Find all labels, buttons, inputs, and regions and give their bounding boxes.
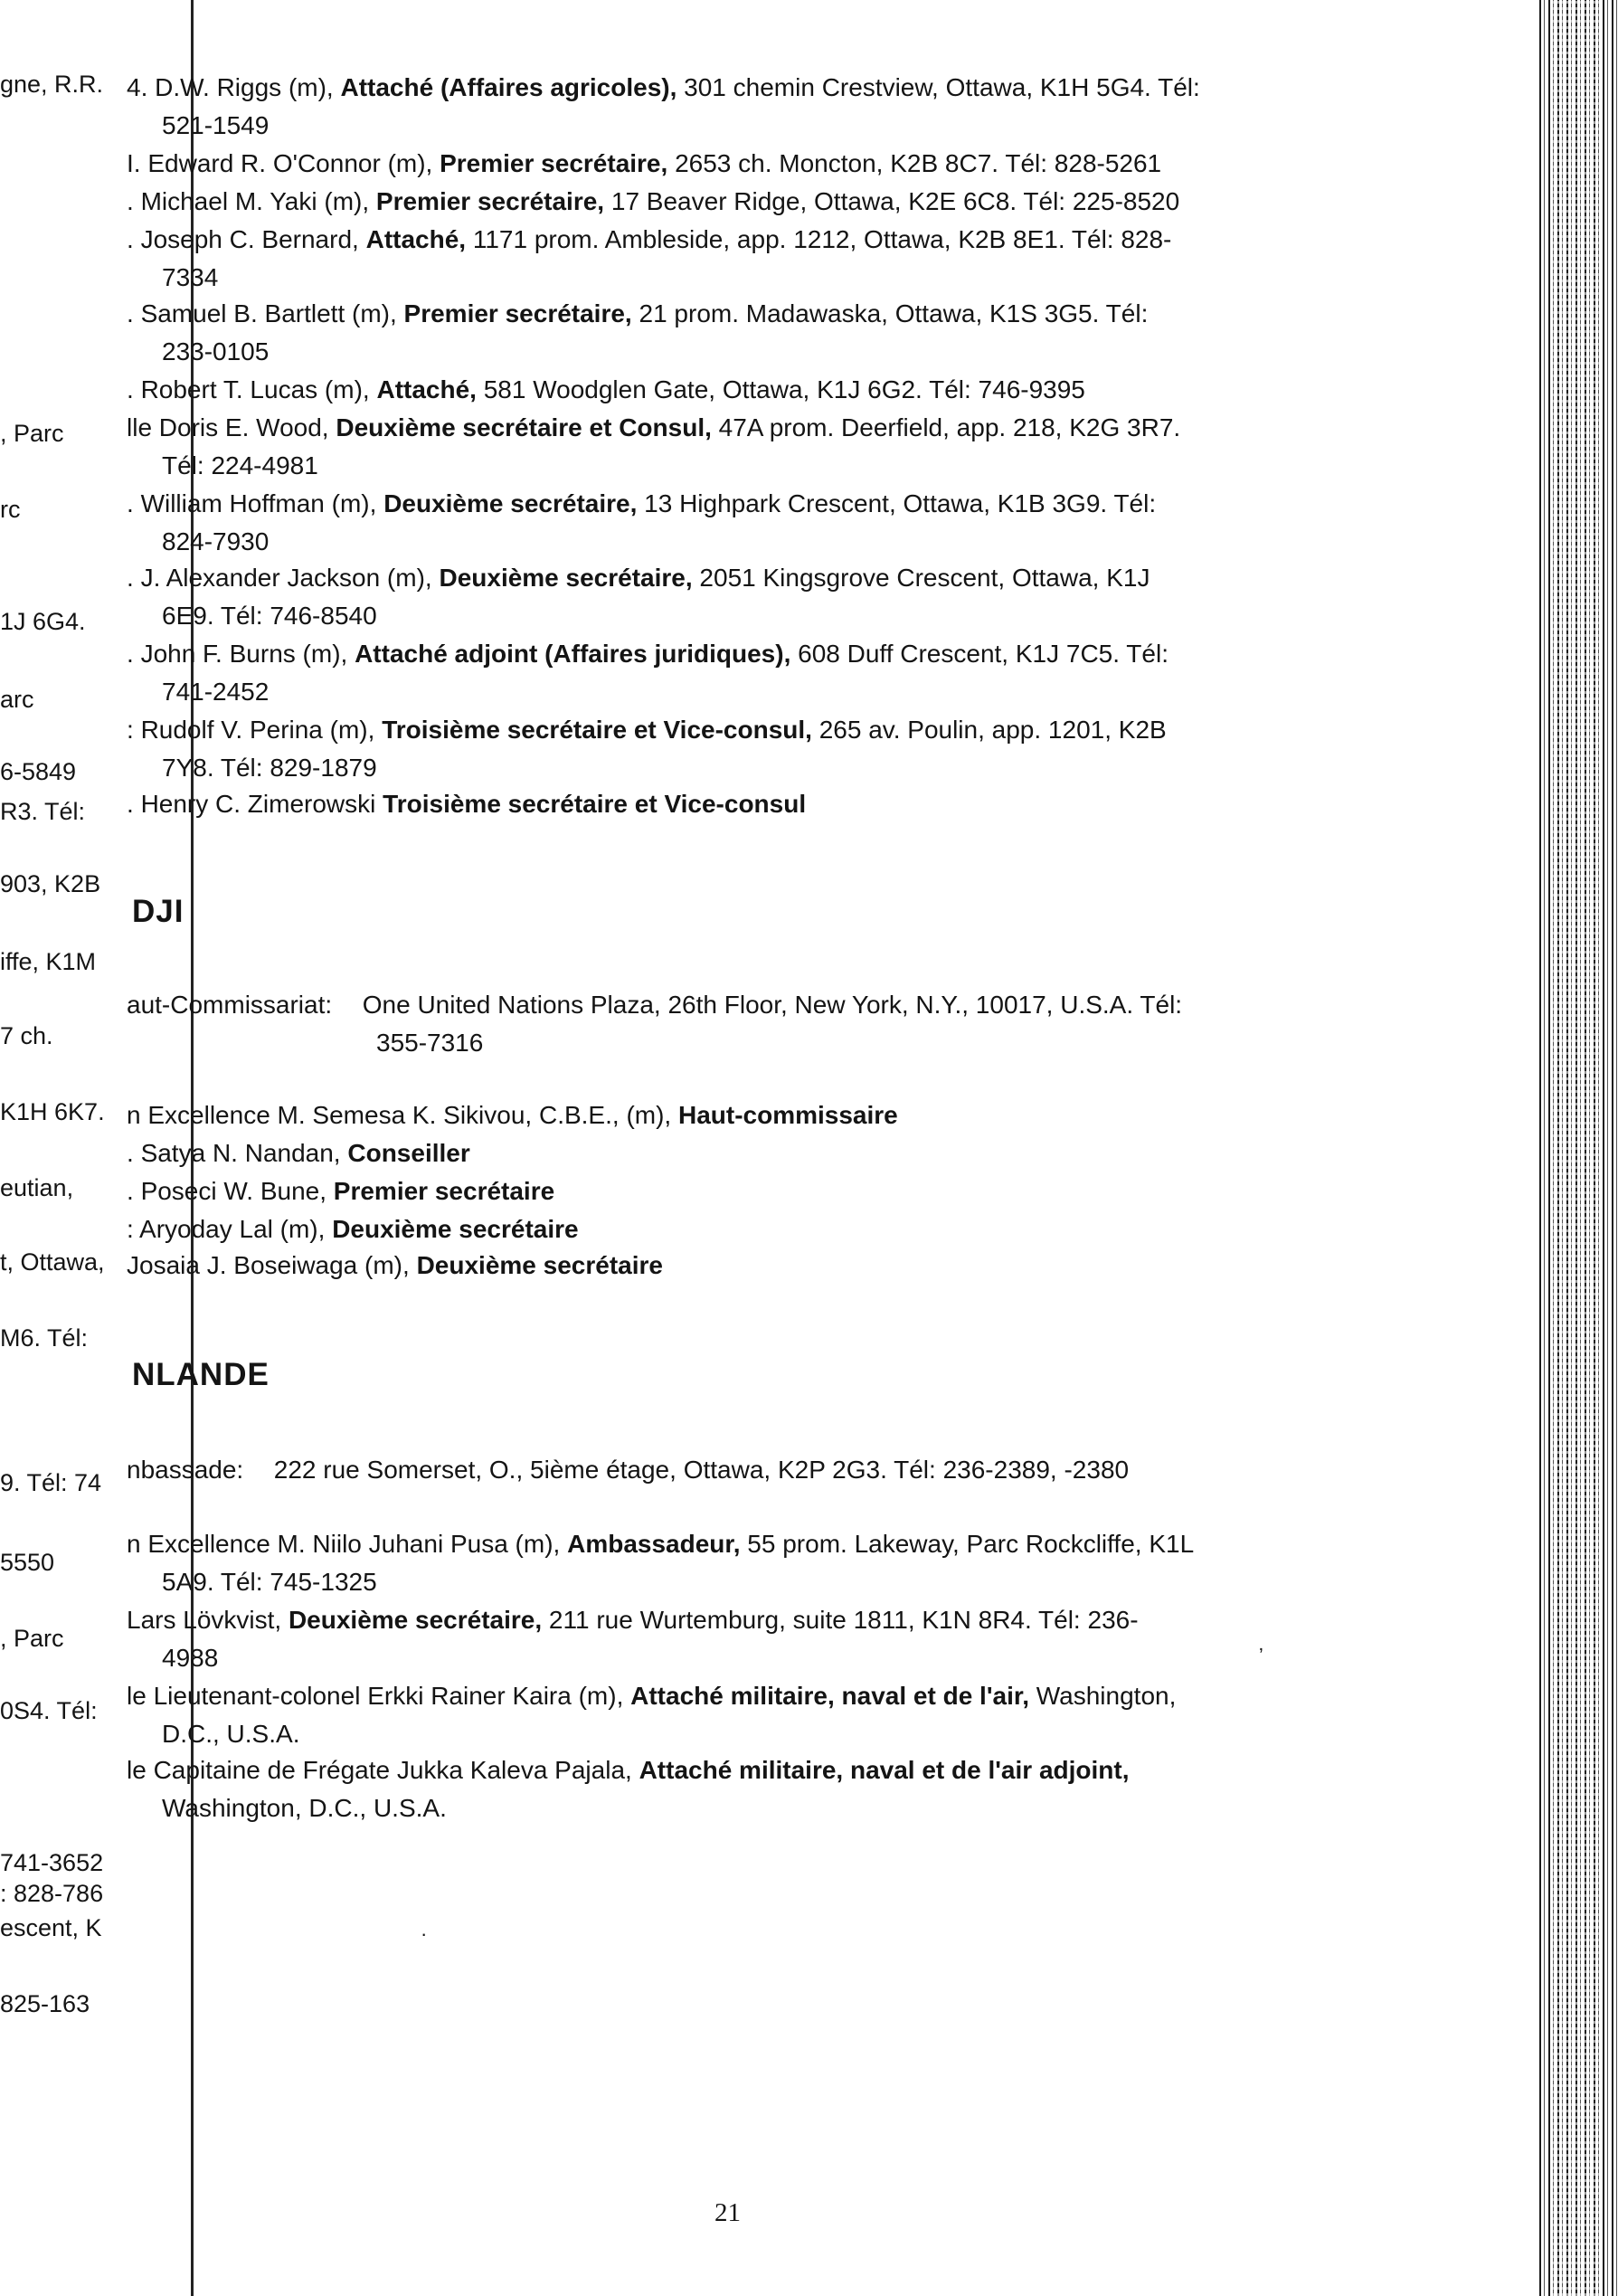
left-fragment: 825-163 (0, 1990, 90, 2017)
entry-prefix: lle (127, 413, 159, 441)
entry-title: Premier secrétaire, (440, 149, 668, 177)
entry-name: Doris E. Wood, (158, 413, 336, 441)
left-fragment: 6-5849 (0, 758, 77, 785)
entry-continuation: 4988 (162, 1644, 219, 1672)
entry-details: 2051 Kingsgrove Crescent, Ottawa, K1J (692, 564, 1150, 592)
office-label: nbassade: (127, 1456, 244, 1484)
entry-details: 17 Beaver Ridge, Ottawa, K2E 6C8. Tél: 225-8520 (604, 187, 1180, 215)
entry-name: William Hoffman (m), (140, 489, 384, 517)
left-fragment: 741-3652 (0, 1849, 104, 1876)
directory-entry (127, 485, 1483, 561)
entry-name: Excellence M. Niilo Juhani Pusa (m), (147, 1530, 568, 1558)
directory-entry (127, 145, 1483, 183)
entry-prefix: 4. (127, 73, 156, 101)
entry-continuation: 741-2452 (162, 678, 270, 706)
entry-continuation: 5A9. Tél: 745-1325 (162, 1568, 377, 1596)
entry-prefix: . (127, 299, 141, 327)
directory-entry (127, 785, 1483, 823)
stray-mark: ʼ (1259, 1645, 1263, 1667)
entry-title: Premier secrétaire, (403, 299, 632, 327)
entry-details: 581 Woodglen Gate, Ottawa, K1J 6G2. Tél: 746-9395 (476, 375, 1085, 403)
left-fragment: 5550 (0, 1549, 55, 1576)
directory-entry (127, 711, 1483, 787)
entry-prefix: n (127, 1101, 148, 1129)
entry-title: Deuxième secrétaire (332, 1215, 579, 1243)
left-fragment: : 828-786 (0, 1880, 104, 1907)
entry-name: Michael M. Yaki (m), (140, 187, 376, 215)
entry-title: Deuxième secrétaire (416, 1251, 663, 1279)
entry-name: Henry C. Zimerowski (140, 790, 383, 818)
directory-entry (127, 1134, 1483, 1172)
directory-entry (127, 1172, 1483, 1210)
entry-continuation: Washington, D.C., U.S.A. (162, 1794, 447, 1822)
entry-title: Troisième secrétaire et Vice-consul, (382, 716, 812, 744)
entry-title: Attaché militaire, naval et de l'air, (630, 1682, 1029, 1710)
left-fragment: 903, K2B (0, 870, 101, 897)
section-heading-finlande: NLANDE (132, 1357, 270, 1392)
entry-title: Attaché militaire, naval et de l'air adjoint, (639, 1756, 1130, 1784)
entry-name: Lieutenant-colonel Erkki Rainer Kaira (m), (153, 1682, 631, 1710)
entry-prefix: : (127, 716, 141, 744)
directory-entry (127, 1525, 1483, 1601)
entry-details: 47A prom. Deerfield, app. 218, K2G 3R7. (711, 413, 1181, 441)
entry-details: 2653 ch. Moncton, K2B 8C7. Tél: 828-5261 (667, 149, 1162, 177)
directory-entry (127, 1751, 1483, 1827)
left-fragment: escent, K (0, 1914, 102, 1941)
entry-continuation: 7334 (162, 263, 219, 291)
directory-entry (127, 635, 1483, 711)
directory-entry (127, 1601, 1483, 1677)
entry-details: 13 Highpark Crescent, Ottawa, K1B 3G9. Tél: (637, 489, 1157, 517)
entry-continuation: 7Y8. Tél: 829-1879 (162, 754, 377, 782)
directory-entry (127, 409, 1483, 485)
entry-details: 211 rue Wurtemburg, suite 1811, K1N 8R4. Tél: 236- (542, 1606, 1139, 1634)
entry-continuation: 521-1549 (162, 111, 270, 139)
entry-continuation: D.C., U.S.A. (162, 1720, 300, 1748)
left-fragment: gne, R.R. (0, 71, 104, 98)
entry-title: Deuxième secrétaire et Consul, (336, 413, 712, 441)
left-fragment: 1J 6G4. (0, 608, 86, 635)
left-fragment: , Parc (0, 1625, 64, 1652)
entry-prefix: . (127, 1139, 141, 1167)
left-fragment: K1H 6K7. (0, 1098, 105, 1125)
entry-title: Deuxième secrétaire, (439, 564, 693, 592)
entry-prefix: I. (127, 149, 148, 177)
entry-details: 21 prom. Madawaska, Ottawa, K1S 3G5. Tél: (631, 299, 1149, 327)
entry-continuation: 233-0105 (162, 337, 270, 365)
entry-name: Joseph C. Bernard, (140, 225, 366, 253)
entry-details: Washington, (1028, 1682, 1177, 1710)
entry-prefix: : (127, 1215, 140, 1243)
entry-name: Aryoday Lal (m), (139, 1215, 333, 1243)
entry-title: Premier secrétaire (333, 1177, 555, 1205)
entry-details: 608 Duff Crescent, K1J 7C5. Tél: (790, 640, 1169, 668)
entry-details: 55 prom. Lakeway, Parc Rockcliffe, K1L (740, 1530, 1195, 1558)
entry-title: Deuxième secrétaire, (288, 1606, 543, 1634)
left-fragment: t, Ottawa, (0, 1248, 105, 1276)
entry-prefix: . (127, 640, 141, 668)
directory-entry (127, 1210, 1483, 1248)
entry-continuation: Tél: 224-4981 (162, 451, 318, 479)
entry-title: Premier secrétaire, (375, 187, 605, 215)
entry-name: J. Alexander Jackson (m), (140, 564, 440, 592)
left-fragment: arc (0, 686, 34, 713)
section-heading-fiji: DJI (132, 894, 185, 929)
left-fragment: iffe, K1M (0, 948, 97, 975)
entry-prefix: . (127, 187, 141, 215)
entry-prefix: . (127, 564, 141, 592)
entry-name: Capitaine de Frégate Jukka Kaleva Pajala, (153, 1756, 639, 1784)
entry-continuation: 824-7930 (162, 527, 270, 555)
office-address: One United Nations Plaza, 26th Floor, New York, N.Y., 10017, U.S.A. Tél: (362, 991, 1183, 1019)
entry-title: Troisième secrétaire et Vice-consul (383, 790, 807, 818)
directory-entry (127, 183, 1483, 221)
entry-title: Attaché, (376, 375, 477, 403)
entry-prefix: n (127, 1530, 148, 1558)
entry-name: Rudolf V. Perina (m), (140, 716, 383, 744)
entry-title: Attaché, (365, 225, 467, 253)
entry-name: D.W. Riggs (m), (155, 73, 341, 101)
entry-title: Conseiller (347, 1139, 470, 1167)
entry-name: Lars Lövkvist, (127, 1606, 289, 1634)
directory-entry (127, 371, 1483, 409)
left-fragment: 0S4. Tél: (0, 1697, 98, 1724)
entry-name: Poseci W. Bune, (140, 1177, 334, 1205)
entry-prefix: . (127, 489, 141, 517)
directory-entry (127, 1096, 1483, 1134)
left-fragment: M6. Tél: (0, 1324, 89, 1352)
entry-prefix: . (127, 375, 141, 403)
page-number: 21 (714, 2198, 741, 2227)
entry-name: Excellence M. Semesa K. Sikivou, C.B.E., (m), (147, 1101, 678, 1129)
directory-entry (127, 1677, 1483, 1753)
stray-dot: · (421, 1922, 428, 1945)
directory-entry (127, 1247, 1483, 1285)
office-label: aut-Commissariat: (127, 991, 333, 1019)
directory-entry (127, 221, 1483, 297)
entry-title: Attaché adjoint (Affaires juridiques), (355, 640, 791, 668)
entry-prefix: le (127, 1682, 154, 1710)
left-fragment: 7 ch. (0, 1022, 53, 1049)
entry-prefix: . (127, 225, 141, 253)
left-fragment: rc (0, 496, 21, 523)
directory-entry (127, 559, 1483, 635)
entry-prefix: le (127, 1756, 154, 1784)
entry-name: Edward R. O'Connor (m), (147, 149, 440, 177)
directory-entry (127, 69, 1483, 145)
entry-details: 265 av. Poulin, app. 1201, K2B (811, 716, 1167, 744)
entry-details: 1171 prom. Ambleside, app. 1212, Ottawa, K2B 8E1. Tél: 828- (466, 225, 1172, 253)
left-fragment: , Parc (0, 420, 64, 447)
entry-prefix: . (127, 1177, 141, 1205)
office-address-cont: 355-7316 (376, 1029, 484, 1057)
office-address: 222 rue Somerset, O., 5ième étage, Ottawa, K2P 2G3. Tél: 236-2389, -2380 (273, 1456, 1130, 1484)
entry-name: Satya N. Nandan, (140, 1139, 348, 1167)
entry-continuation: 6E9. Tél: 746-8540 (162, 602, 377, 630)
finlande-office-address (127, 1451, 1483, 1489)
directory-entry (127, 295, 1483, 371)
entry-title: Ambassadeur, (567, 1530, 741, 1558)
entry-title: Attaché (Affaires agricoles), (340, 73, 677, 101)
entry-title: Haut-commissaire (677, 1101, 898, 1129)
fiji-office-address (127, 986, 1483, 1062)
entry-prefix: . (127, 790, 141, 818)
entry-title: Deuxième secrétaire, (383, 489, 638, 517)
entry-name: Robert T. Lucas (m), (140, 375, 377, 403)
left-fragment: R3. Tél: (0, 798, 86, 825)
entry-name: Samuel B. Bartlett (m), (140, 299, 404, 327)
entry-details: 301 chemin Crestview, Ottawa, K1H 5G4. Tél: (677, 73, 1200, 101)
page-binding-texture (1552, 0, 1603, 2296)
entry-name: John F. Burns (m), (140, 640, 355, 668)
left-fragment: eutian, (0, 1174, 74, 1201)
left-fragment: 9. Tél: 74 (0, 1469, 102, 1496)
entry-name: Josaia J. Boseiwaga (m), (127, 1251, 417, 1279)
